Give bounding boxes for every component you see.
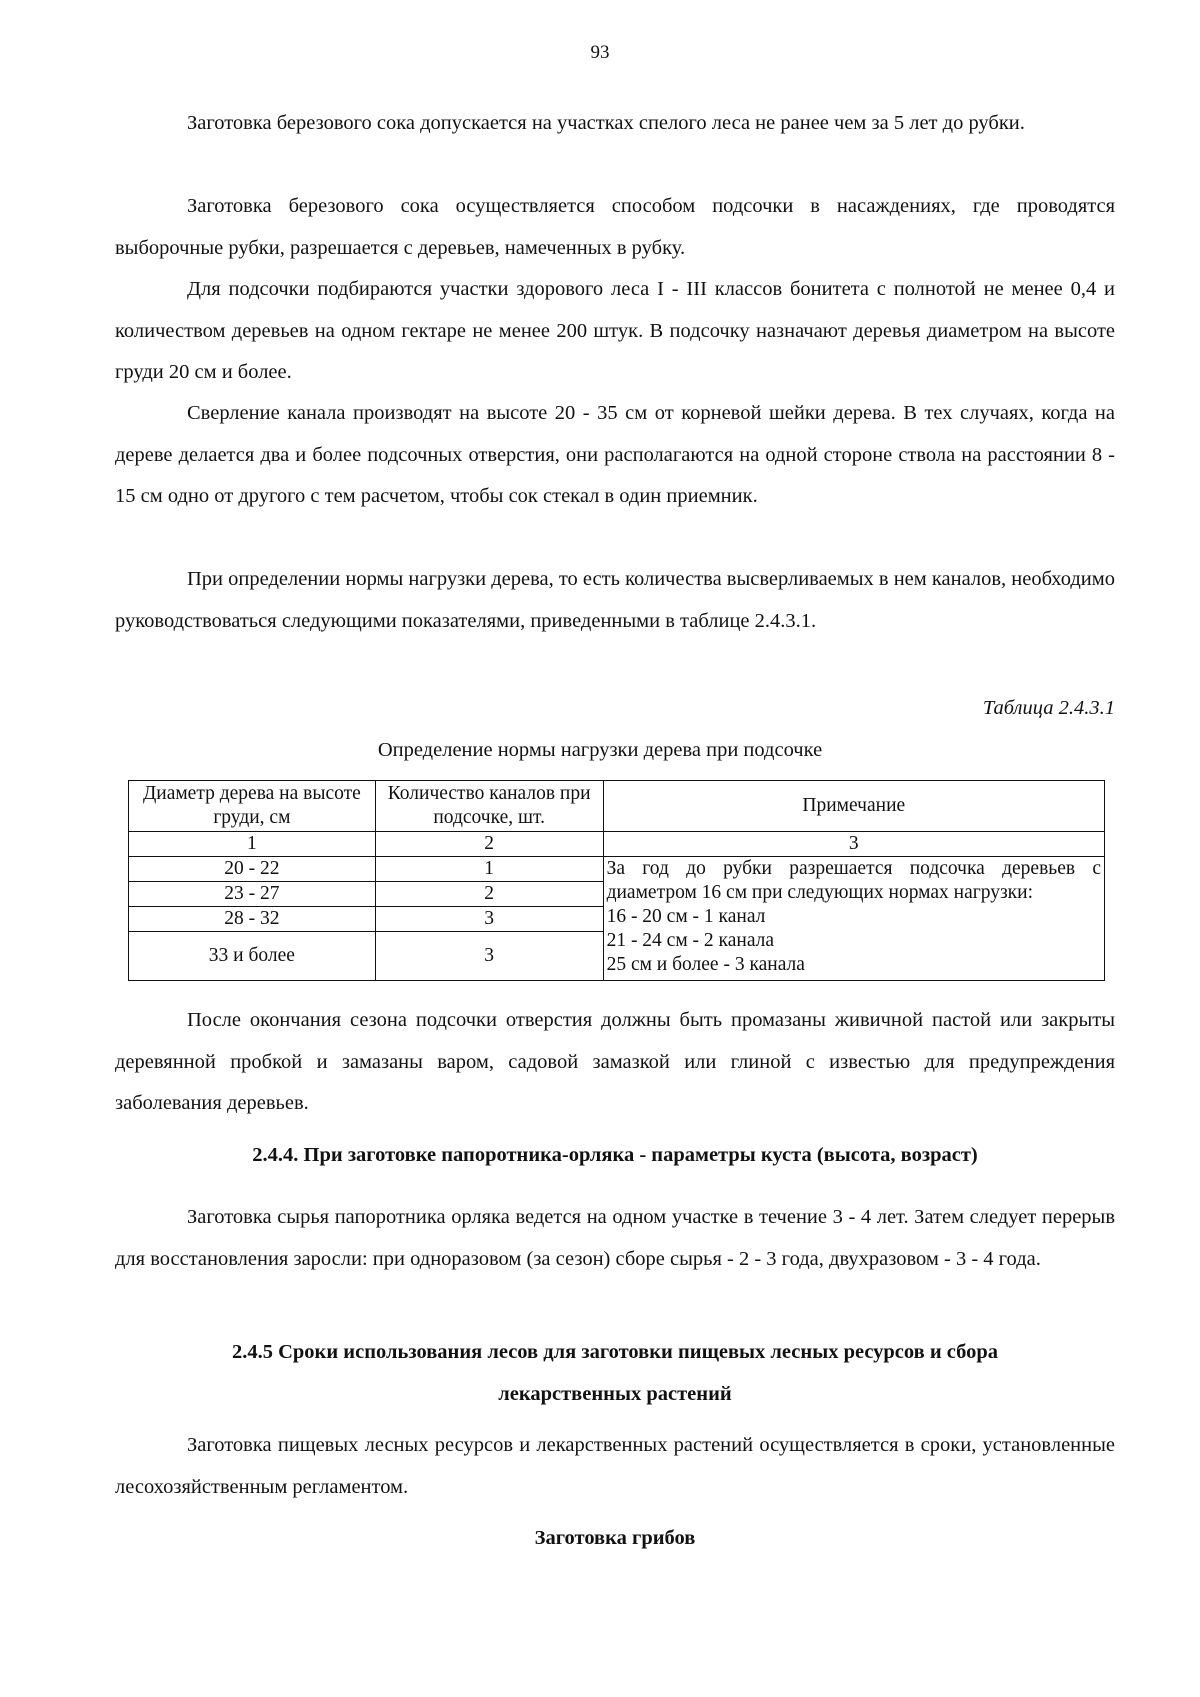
table-header-row xyxy=(129,781,1105,832)
paragraph-usage-terms: Заготовка пищевых лесных ресурсов и лекарственных растений осуществляется в сроки, установленные лесохозяйственным регламентом. xyxy=(115,1434,1115,1498)
table-column-numbers-row xyxy=(129,832,1105,857)
note-line: 25 см и более - 3 канала xyxy=(606,954,805,975)
note-line: За год до рубки разрешается подсочка деревьев с диаметром 16 см при следующих нормах нагрузки: xyxy=(606,858,1101,903)
header-channels: Количество каналов при подсочке, шт. xyxy=(375,781,603,832)
page-number: 93 xyxy=(590,42,610,63)
note-line: 21 - 24 см - 2 канала xyxy=(606,930,775,951)
channels-cell: 2 xyxy=(375,882,603,907)
heading-mushrooms: Заготовка грибов xyxy=(534,1527,696,1549)
paragraph-load-norms: При определении нормы нагрузки дерева, то есть количества высверливаемых в нем каналов, необходимо руководствоваться следующими показателями, приведенными в таблице 2.4.3.1. xyxy=(115,568,1116,632)
paragraph-site-selection: Для подсочки подбираются участки здорового леса I - III классов бонитета с полнотой не менее 0,4 и количеством деревьев на одном гектаре не менее 200 штук. В подсочку назначают деревья диаметром на высоте груди 20 см и более. xyxy=(115,278,1115,383)
diameter-cell: 20 - 22 xyxy=(129,857,376,882)
paragraph-after-tapping: После окончания сезона подсочки отверстия должны быть промазаны живичной пастой или закрыты деревянной пробкой и замазаны варом, садовой замазкой или глиной с известью для предупреждения заболевания деревьев. xyxy=(115,1009,1115,1114)
table-row xyxy=(129,857,1105,882)
diameter-cell: 28 - 32 xyxy=(129,907,376,932)
load-norm-table xyxy=(128,780,1105,981)
heading-bracken-fern: 2.4.4. При заготовке папоротника-орляка - параметры куста (высота, возраст) xyxy=(252,1144,978,1166)
table-title: Определение нормы нагрузки дерева при подсочке xyxy=(377,739,823,761)
note-cell xyxy=(603,857,1104,981)
column-number: 2 xyxy=(375,832,603,857)
diameter-cell: 33 и более xyxy=(129,932,376,981)
paragraph-bracken-fern: Заготовка сырья папоротника орляка ведется на одном участке в течение 3 - 4 лет. Затем следует перерыв для восстановления заросли: при одноразовом (за сезон) сборе сырья - 2 - 3 года, двухразовом - 3 - 4 года. xyxy=(115,1206,1115,1270)
paragraph-drilling: Сверление канала производят на высоте 20 - 35 см от корневой шейки дерева. В тех случаях, когда на дереве делается два и более подсочных отверстия, они располагаются на одной стороне ствола на расстоянии 8 - 15 см одно от другого с тем расчетом, чтобы сок стекал в один приемник. xyxy=(115,402,1115,507)
column-number: 1 xyxy=(129,832,376,857)
paragraph-birch-sap-timing: Заготовка березового сока допускается на участках спелого леса не ранее чем за 5 лет до рубки. xyxy=(187,112,1025,134)
header-note: Примечание xyxy=(603,781,1104,832)
note-line: 16 - 20 см - 1 канал xyxy=(606,906,766,927)
heading-usage-terms: 2.4.5 Сроки использования лесов для заготовки пищевых лесных ресурсов и сбора лекарственных растений xyxy=(231,1341,999,1405)
column-number: 3 xyxy=(603,832,1104,857)
table-number: Таблица 2.4.3.1 xyxy=(982,697,1115,719)
header-diameter: Диаметр дерева на высоте груди, см xyxy=(129,781,376,832)
diameter-cell: 23 - 27 xyxy=(129,882,376,907)
channels-cell: 3 xyxy=(375,907,603,932)
channels-cell: 3 xyxy=(375,932,603,981)
channels-cell: 1 xyxy=(375,857,603,882)
paragraph-birch-sap-method: Заготовка березового сока осуществляется способом подсочки в насаждениях, где проводятся выборочные рубки, разрешается с деревьев, намеченных в рубку. xyxy=(115,195,1115,259)
